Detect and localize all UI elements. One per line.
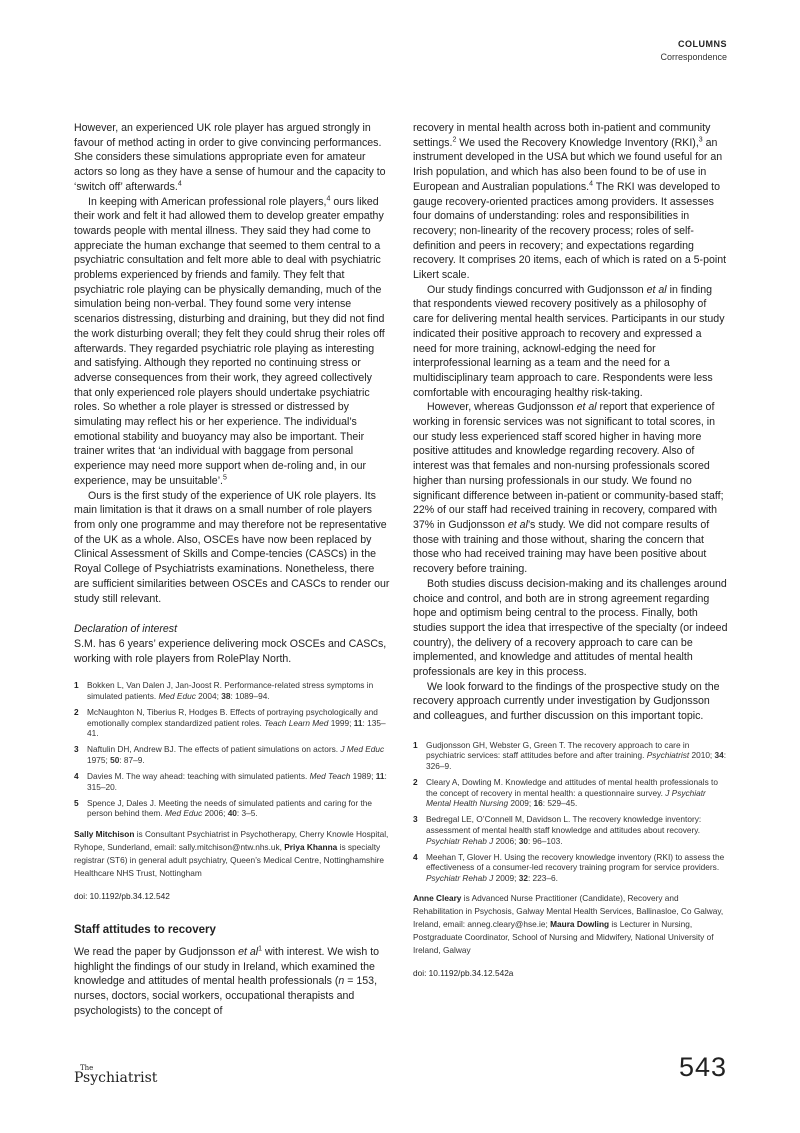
author-affiliations: Sally Mitchison is Consultant Psychiatrist in Psychotherapy, Cherry Knowle Hospital, Ryhope, Sunderland, email: sally.mitchison@ntw.nhs.uk, Priya Khanna is specialty registrar (ST6) in general adult psychiatry, Queen’s Medical Centre, Nottinghamshire Healthcare NHS Trust, Nottingham [74, 828, 389, 878]
reference-item: 4 Meehan T, Glover H. Using the recovery knowledge inventory (RKI) to assess the effectiveness of a consumer-led recovery training program for service providers. Psychiatr Rehab J 2009; 32: 223–6. [413, 851, 725, 883]
reference-item: 1 Gudjonsson GH, Webster G, Green T. The recovery approach to care in psychiatric services: staff attitudes before and after training. Psychiatrist 2010; 34: 326–9. [413, 739, 727, 772]
body-paragraph: We look forward to the findings of the prospective study on the recovery approach currently under investigation by Gudjonsson and colleagues, and further discussion on this important topic. [413, 680, 720, 723]
logo-name: Psychiatrist [74, 1070, 158, 1086]
reference-item: 5 Spence J, Dales J. Meeting the needs of simulated patients and caring for the person behind them. Med Educ 2006; 40: 3–5. [74, 797, 373, 819]
section-category: COLUMNS [678, 39, 727, 49]
doi: doi: 10.1192/pb.34.12.542a [413, 968, 514, 979]
body-paragraph: However, whereas Gudjonsson et al report that experience of working in forensic services was not significant to total scores, in our study less experienced staff scored higher in having more positive attitudes and knowledge regarding recovery. Also of interest was that females and non-nursing professionals scored higher than nursing professionals in our study. We found no significant difference between in-patient or community-based staff; 22% of our staff had received training in recovery, compared with 37% in Gudjonsson et al’s study. We did not compare results of those with training and those without, sharing the concern that those who had received training may have been positive about recovery before training. [413, 401, 724, 576]
declaration-text: S.M. has 6 years’ experience delivering mock OSCEs and CASCs, working with role players from RolePlay North. [74, 637, 387, 665]
reference-item: 2 McNaughton N, Tiberius R, Hodges B. Effects of portraying psychologically and emotionally complex standardized patient roles. Teach Learn Med 1999; 11: 135–41. [74, 707, 386, 739]
right-column [413, 121, 728, 979]
page-number: 543 [678, 1052, 727, 1082]
reference-item: 4 Davies M. The way ahead: teaching with simulated patients. Med Teach 1989; 11: 315–20. [74, 770, 387, 792]
logo-the: The [80, 1064, 94, 1072]
body-paragraph: However, an experienced UK role player has argued strongly in favour of method acting in order to give convincing performances. She considers these simulations appropriate even for amateur actors so long as they have a sense of humour and the capacity to ‘switch off’ afterwards.$^4$ [74, 122, 386, 193]
section-title: Staff attitudes to recovery [74, 923, 216, 936]
body-paragraph: Both studies discuss decision-making and its challenges around choice and control, and both are in strong agreement regarding hope and optimism being central to the process. Finally, both studies support the idea that irrespective of the specialty (or indeed country), the delivery of a recovery approach to care can be implemented, and knowledge and attitudes of mental health professionals are key in this process. [413, 577, 728, 679]
reference-item: 2 Cleary A, Dowling M. Knowledge and attitudes of mental health professionals to the concept of recovery in mental health: a questionnaire survey. J Psychiatr Mental Health Nursing 2009; 16: 529–45. [413, 777, 718, 809]
body-paragraph: Our study findings concurred with Gudjonsson et al in finding that respondents viewed recovery positively as a philosophy of care for delivering mental health services. Participants in our study indicated their positive approach to recovery and expressed a need for more training, acknowl-edging the need for interprofessional learning as a team and the need for a multidisciplinary team approach to care. Respondents were less comfortable with encouraging healthy risk-taking. [413, 283, 725, 399]
reference-list [413, 740, 728, 884]
running-header [660, 38, 727, 64]
author-affiliations: Anne Cleary is Advanced Nurse Practitioner (Candidate), Recovery and Rehabilitation in Psychosis, Galway Mental Health Services, Ballinasloe, Co Galway, Ireland, email: anneg.cleary@hse.ie; Maura Dowling is Lecturer in Nursing, Postgraduate Coordinator, School of Nursing and Midwifery, National University of Ireland, Galway [413, 893, 724, 956]
declaration-heading: Declaration of interest [74, 623, 178, 636]
body-paragraph: In keeping with American professional role players,$^4$ ours liked their work and felt it had allowed them to develop greater empathy towards people with mental illness. They said they had come to appreciate the human exchange that seemed to them central to a psychiatric consultation and felt more able to deal with psychiatric problems experienced by friends and family. They felt that psychiatric role playing can be physically demanding, much of the simulation being non-verbal. They found some very intense scenarios distressing, disturbing and draining, but they did not find the work disturbing overall; they felt they could shrug their roles off afterwards. They regarded psychiatric role playing as interesting and satisfying. Although they reported no continuing stress or adverse consequences from their work, they agreed collectively that only experienced role players should undertake psychiatric roles. So whether a role player is stressed or distressed by simulating may reflect his or her experience. The individual’s emotional stability and buoyancy may also be important. Their trainer writes that ‘an individual with baggage from personal experience may need more support when de-roling and, in our experience, may be unsuitable’.$^5$ [74, 194, 385, 487]
reference-item: 3 Bedregal LE, O’Connell M, Davidson L. The recovery knowledge inventory: assessment of mental health staff knowledge and attitudes about recovery. Psychiatr Rehab J 2006; 30: 96–103. [413, 814, 702, 846]
body-paragraph: recovery in mental health across both in-patient and community settings.$^2$ We used the Recovery Knowledge Inventory (RKI),$^3$ an instrument developed in the USA but which we found useful for an Irish population, and which has also been found to be of use in European and Australian populations.$^4$ The RKI was developed to gauge recovery-oriented practices among providers. It assesses four domains of understanding: roles and responsibilities in recovery; non-linearity of the recovery process; roles of self-definition and peers in recovery; and expectations regarding recovery. It comprises 20 items, each of which is rated on a 5-point Likert scale. [413, 122, 727, 282]
reference-list [74, 680, 390, 819]
body-paragraph: We read the paper by Gudjonsson et $al^1$ with interest. We wish to highlight the findings of our study in Ireland, which examined the knowledge and attitudes of mental health professionals (n = 153, nurses, doctors, social workers, occupational therapists and psychologists) to the concept of [74, 945, 380, 1017]
body-paragraph: Ours is the first study of the experience of UK role players. Its main limitation is that it draws on a small number of role players from only one programme and may therefore not be representative of the UK as a whole. Also, OSCEs have now been replaced by Clinical Assessment of Skills and Compe-tencies (CASCs) in the Royal College of Psychiatrists examinations. Nonetheless, there are sufficient similarities between OSCEs and CASCs to render our study still relevant. [74, 489, 390, 605]
doi: doi: 10.1192/pb.34.12.542 [74, 890, 170, 901]
left-column [74, 121, 390, 1018]
reference-item: 3 Naftulin DH, Andrew BJ. The effects of patient simulations on actors. J Med Educ 1975; 50: 87–9. [74, 744, 385, 765]
section-subcategory: Correspondence [660, 52, 727, 62]
reference-item: 1 Bokken L, Van Dalen J, Jan-Joost R. Performance-related stress symptoms in simulated patients. Med Educ 2004; 38: 1089–94. [74, 680, 374, 701]
